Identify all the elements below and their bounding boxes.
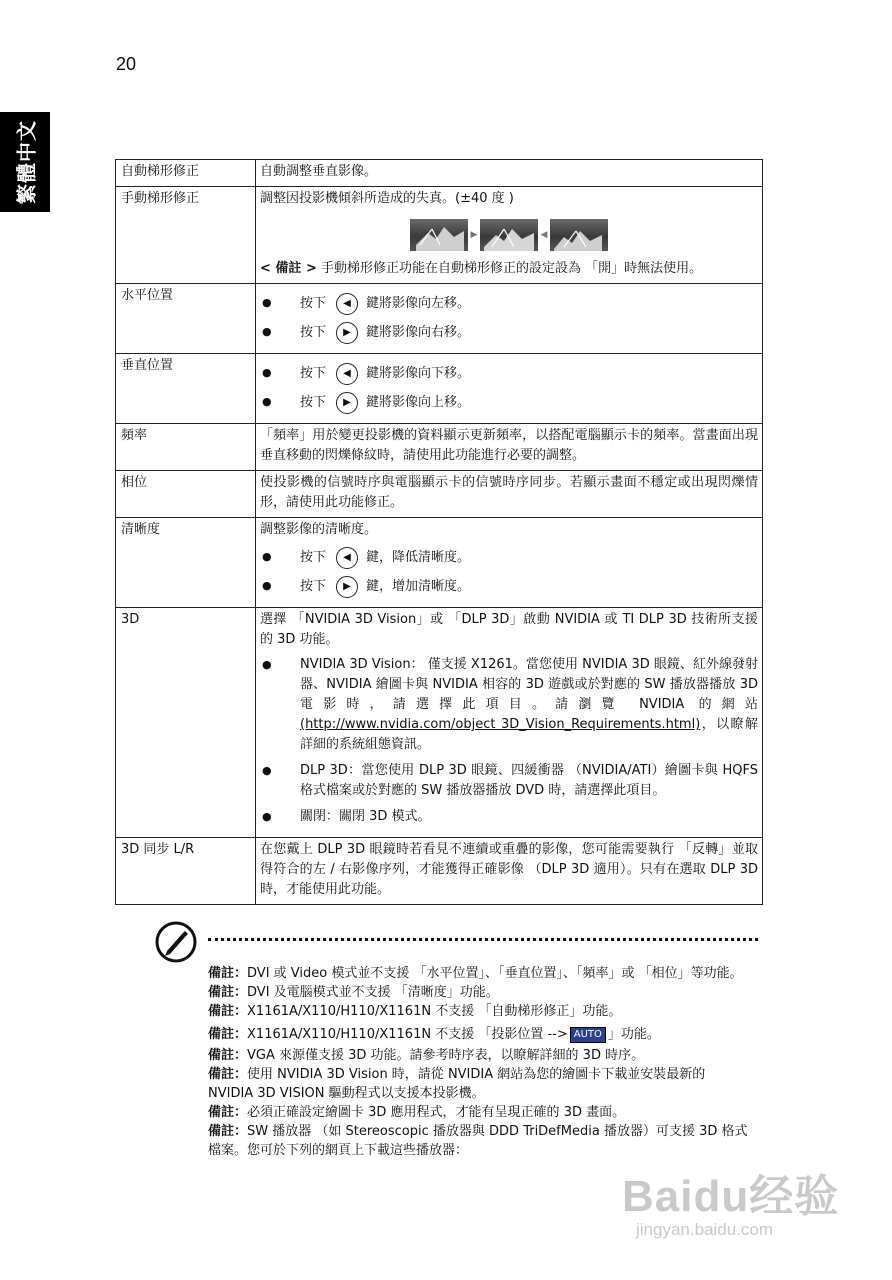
list-item [260, 655, 758, 755]
row-desc: 使投影機的信號時序與電腦顯示卡的信號時序同步。若顯示畫面不穩定或出現閃爍情形，請使用此功能修正。 [256, 471, 763, 518]
row-label: 自動梯形修正 [116, 160, 256, 187]
table-row [116, 471, 763, 518]
note-text: 手動梯形修正功能在自動梯形修正的設定設為 「開」時無法使用。 [316, 261, 703, 276]
note-item [208, 964, 748, 983]
table-row [116, 424, 763, 471]
row-desc-text: 選擇 「NVIDIA 3D Vision」或 「DLP 3D」啟動 NVIDIA 或 TI DLP 3D 技術所支援的 3D 功能。 [260, 612, 758, 647]
row-desc [256, 284, 763, 354]
row-desc: 自動調整垂直影像。 [256, 160, 763, 187]
row-label: 相位 [116, 471, 256, 518]
bullet-text: 鍵，降低清晰度。 [366, 550, 471, 565]
note-item [208, 1046, 748, 1065]
row-desc [256, 187, 763, 284]
note-text: X1161A/X110/H110/X1161N 不支援 「投影位置 --> [247, 1027, 568, 1042]
row-label: 清晰度 [116, 518, 256, 608]
bullet-text: ，以瞭解詳細的系統組態資訊。 [300, 717, 758, 752]
notes-list [208, 964, 748, 1160]
note-label: 備註： [208, 1067, 248, 1082]
table-row [116, 838, 763, 905]
row-label: 垂直位置 [116, 354, 256, 424]
note-item [208, 983, 748, 1002]
row-label: 手動梯形修正 [116, 187, 256, 284]
table-row [116, 608, 763, 838]
note-label: 備註： [208, 1048, 248, 1063]
note-prefix: < 備註 > [260, 261, 317, 276]
bullet-list [260, 293, 758, 344]
bullet-text: ● 按下 [300, 325, 327, 340]
row-label: 水平位置 [116, 284, 256, 354]
page-number: 20 [116, 54, 137, 74]
nvidia-link[interactable]: (http://www.nvidia.com/object 3D_Vision_Requirements.html) [300, 717, 701, 732]
bullet-text: 鍵將影像向右移。 [366, 325, 471, 340]
note-label: 備註： [208, 985, 248, 1000]
note-label: 備註： [208, 1124, 248, 1139]
row-label: 3D 同步 L/R [116, 838, 256, 905]
arrow-left-icon: ◀ [540, 230, 548, 240]
list-item [260, 547, 758, 569]
row-desc-text: 調整因投影機傾斜所造成的失真。(±40 度 ) [260, 191, 514, 206]
note-item [208, 1025, 748, 1044]
list-item [260, 322, 758, 344]
bullet-list [260, 547, 758, 598]
row-desc-text: 調整影像的清晰度。 [260, 522, 378, 537]
keystone-illustration [260, 219, 758, 251]
table-row [116, 518, 763, 608]
note-item [208, 1103, 748, 1122]
left-key-icon: ◀ [336, 547, 358, 569]
row-desc [256, 354, 763, 424]
bullet-list [260, 655, 758, 827]
table-row [116, 187, 763, 284]
bullet-text: ● 按下 [300, 579, 327, 594]
settings-table [115, 159, 763, 905]
keystone-image-tilted-left [410, 219, 468, 251]
note-item [208, 1002, 748, 1021]
right-key-icon: ▶ [336, 392, 358, 414]
table-row [116, 354, 763, 424]
note-text: 使用 NVIDIA 3D Vision 時，請從 NVIDIA 網站為您的繪圖卡下載並安裝最新的 NVIDIA 3D VISION 驅動程式以支援本投影機。 [208, 1067, 706, 1101]
right-key-icon: ▶ [336, 322, 358, 344]
bullet-text: ● 按下 [300, 296, 327, 311]
list-item: ● DLP 3D：當您使用 DLP 3D 眼鏡、四緩衝器 （NVIDIA/ATI）繪圖卡與 HQFS 格式檔案或於對應的 SW 播放器播放 DVD 時，請選擇此項目。 [260, 761, 758, 801]
note-label: 備註： [208, 1004, 248, 1019]
note-item [208, 1122, 748, 1160]
note-label: 備註： [208, 966, 248, 981]
note-label: 備註： [208, 1027, 248, 1042]
side-tab-label: 繁體中文 [14, 120, 39, 204]
keystone-image-tilted-right [550, 219, 608, 251]
list-item [260, 293, 758, 315]
bullet-text: ● 按下 [300, 395, 327, 410]
note-text: 必須正確設定繪圖卡 3D 應用程式，才能有呈現正確的 3D 畫面。 [247, 1105, 626, 1120]
bullet-text: ● 按下 [300, 550, 327, 565]
bullet-text: 鍵將影像向左移。 [366, 296, 471, 311]
table-row [116, 160, 763, 187]
arrow-right-icon: ▶ [470, 230, 478, 240]
watermark-url: jingyan.baidu.com [636, 1220, 774, 1239]
bullet-text: NVIDIA 3D Vision： 僅支援 X1261。當您使用 NVIDIA 3D 眼鏡、紅外線發射器、NVIDIA 繪圖卡與 NVIDIA 相容的 3D 遊戲或於對應的 SW 播放器播放 3D 電影時，請選擇此項目。請瀏覽 NVIDIA 的網站 [300, 657, 758, 712]
bullet-list [260, 363, 758, 414]
bullet-text: 鍵，增加清晰度。 [366, 579, 471, 594]
keystone-image-normal [480, 219, 538, 251]
note-item [208, 1065, 748, 1103]
watermark [622, 1160, 839, 1240]
note-text: VGA 來源僅支援 3D 功能。請參考時序表，以瞭解詳細的 3D 時序。 [247, 1048, 645, 1063]
bullet-text: 鍵將影像向上移。 [366, 395, 471, 410]
list-item: ● 關閉：關閉 3D 模式。 [260, 807, 758, 827]
note-text: X1161A/X110/H110/X1161N 不支援 「自動梯形修正」功能。 [247, 1004, 622, 1019]
bullet-text: 鍵將影像向下移。 [366, 366, 471, 381]
bullet-text: ● 按下 [300, 366, 327, 381]
row-desc: 「頻率」用於變更投影機的資料顯示更新頻率，以搭配電腦顯示卡的頻率。當畫面出現垂直移動的閃爍條紋時，請使用此功能進行必要的調整。 [256, 424, 763, 471]
list-item [260, 363, 758, 385]
keystone-note [260, 259, 758, 279]
row-desc [256, 608, 763, 838]
auto-badge: AUTO [570, 1027, 606, 1043]
row-desc [256, 518, 763, 608]
note-text: 」功能。 [607, 1027, 660, 1042]
note-label: 備註： [208, 1105, 248, 1120]
note-text: SW 播放器 （如 Stereoscopic 播放器與 DDD TriDefMedia 播放器）可支援 3D 格式檔案。您可於下列的網頁上下載這些播放器： [208, 1124, 748, 1158]
watermark-brand: Baidu经验 [622, 1172, 840, 1221]
right-key-icon: ▶ [336, 576, 358, 598]
row-label: 3D [116, 608, 256, 838]
list-item [260, 392, 758, 414]
note-pen-icon [154, 920, 198, 964]
row-label: 頻率 [116, 424, 256, 471]
table-row [116, 284, 763, 354]
dotted-divider [208, 938, 758, 941]
list-item [260, 576, 758, 598]
note-text: DVI 及電腦模式並不支援 「清晰度」功能。 [247, 985, 499, 1000]
left-key-icon: ◀ [336, 293, 358, 315]
left-key-icon: ◀ [336, 363, 358, 385]
note-text: DVI 或 Video 模式並不支援 「水平位置」、「垂直位置」、「頻率」或 「相位」等功能。 [247, 966, 743, 981]
row-desc: 在您戴上 DLP 3D 眼鏡時若看見不連續或重疊的影像，您可能需要執行 「反轉」並取得符合的左 / 右影像序列，才能獲得正確影像 （DLP 3D 適用）。只有在選取 DLP 3D 時，才能使用此功能。 [256, 838, 763, 905]
language-side-tab [0, 112, 50, 212]
